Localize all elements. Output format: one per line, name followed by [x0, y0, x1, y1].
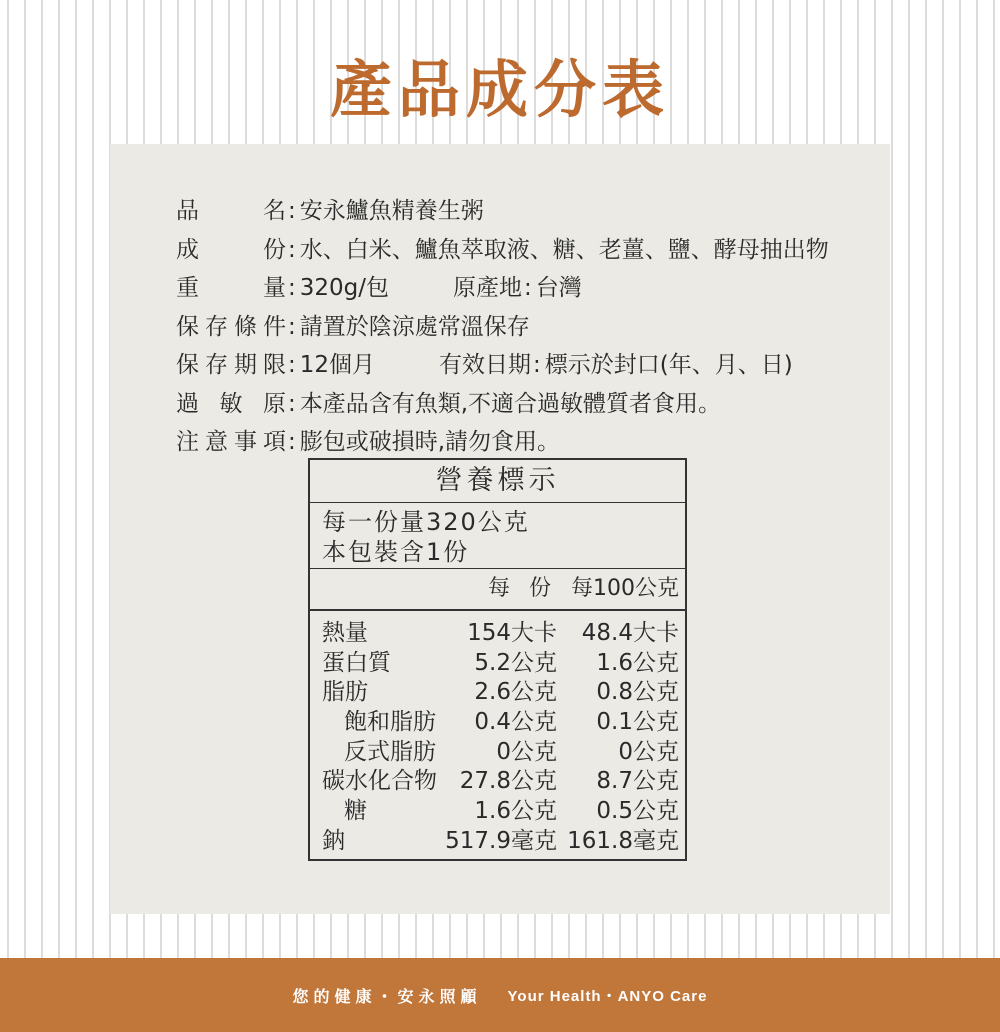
footer-slogan-en: Your Health・ANYO Care: [507, 987, 708, 1005]
info-label-char: 量: [263, 275, 286, 301]
info-value: 水、白米、鱸魚萃取液、糖、老薑、鹽、酵母抽出物: [299, 236, 829, 263]
nutrition-row: [310, 797, 685, 827]
info-label-char: 原: [263, 390, 286, 417]
per-serving-value: 27.8公克: [459, 768, 557, 795]
per-100g-value: 0公克: [618, 738, 679, 765]
info-row: [176, 308, 829, 347]
info-colon: :: [288, 198, 296, 224]
nutrient-name: 糖: [344, 798, 367, 825]
info-label-char: 存: [205, 352, 228, 378]
per-100g-value: 0.5公克: [596, 798, 679, 825]
per-serving-value: 154大卡: [467, 620, 557, 646]
info-label-char: 重: [176, 275, 199, 301]
per-100g-value: 48.4大卡: [581, 620, 679, 646]
info-label-char: 存: [205, 313, 228, 340]
info-label-char: 敏: [219, 390, 243, 417]
info-colon: :: [288, 236, 296, 263]
info-label-char: 項: [263, 429, 286, 455]
per-serving-value: 0.4公克: [474, 709, 557, 736]
info-extra-label: 有效日期: [439, 352, 532, 378]
info-label-char: 成: [176, 236, 199, 263]
per-serving-value: 2.6公克: [474, 679, 557, 706]
serving-size: 每一份量320公克: [322, 508, 530, 536]
info-row: [176, 385, 829, 424]
info-label-char: 限: [263, 352, 286, 378]
per-100g-value: 161.8毫克: [567, 827, 679, 854]
nutrient-name: 脂肪: [322, 679, 368, 706]
info-row: [176, 346, 829, 385]
info-label-char: 事: [234, 429, 257, 455]
info-label: [176, 385, 286, 424]
info-value: 請置於陰涼處常溫保存: [299, 313, 530, 340]
info-value: 本產品含有魚類,不適合過敏體質者食用。: [299, 390, 722, 417]
per-serving-value: 517.9毫克: [445, 827, 557, 854]
serving-info: [310, 503, 685, 569]
info-label-char: 過: [176, 390, 199, 417]
info-label-char: 期: [234, 352, 257, 378]
info-label: [176, 269, 286, 308]
nutrition-header: [310, 569, 685, 611]
info-row: [176, 231, 829, 270]
info-colon: :: [524, 275, 532, 301]
info-label: [176, 423, 286, 462]
nutrition-row: [310, 619, 685, 649]
info-extra-value: 台灣: [535, 275, 582, 301]
info-label: [176, 231, 286, 270]
info-row: [176, 423, 829, 462]
info-row: [176, 269, 829, 308]
page-title: 產品成分表: [329, 53, 670, 126]
info-value: 320g/包: [299, 275, 389, 301]
info-gap: [375, 346, 439, 385]
info-label-char: 意: [205, 429, 228, 455]
info-gap: [389, 269, 453, 308]
per-serving-value: 1.6公克: [474, 798, 557, 825]
per-100g-header: 每100公克: [571, 576, 679, 601]
info-colon: :: [288, 390, 296, 417]
info-label-char: 件: [263, 313, 286, 340]
nutrient-name: 熱量: [322, 620, 368, 646]
info-value: 安永鱸魚精養生粥: [299, 198, 484, 224]
info-colon: :: [533, 352, 541, 378]
info-colon: :: [288, 429, 296, 455]
info-label-char: 保: [176, 352, 199, 378]
info-extra-value: 標示於封口(年、月、日): [544, 352, 793, 378]
nutrition-table: [308, 458, 687, 861]
nutrition-row: [310, 738, 685, 768]
info-label-char: 名: [263, 198, 286, 224]
info-colon: :: [288, 352, 296, 378]
per-100g-value: 8.7公克: [596, 768, 679, 795]
info-row: [176, 192, 829, 231]
info-label-char: 份: [263, 236, 286, 263]
info-label-char: 條: [234, 313, 257, 340]
info-label: [176, 308, 286, 347]
nutrition-row: [310, 678, 685, 708]
nutrition-row: [310, 708, 685, 738]
info-label: [176, 192, 286, 231]
nutrient-name: 飽和脂肪: [344, 709, 436, 736]
footer-slogan-cn: 您的健康・安永照顧: [292, 986, 482, 1006]
nutrient-name: 反式脂肪: [344, 738, 436, 765]
info-extra-label: 原產地: [453, 275, 522, 301]
nutrient-name: 蛋白質: [322, 649, 391, 676]
nutrition-row: [310, 827, 685, 857]
per-100g-value: 1.6公克: [596, 649, 679, 676]
footer-bar: [0, 958, 1000, 1032]
nutrition-title: 營養標示: [310, 460, 685, 503]
info-label-char: 保: [176, 313, 199, 340]
info-label: [176, 346, 286, 385]
per-100g-value: 0.8公克: [596, 679, 679, 706]
info-colon: :: [288, 275, 296, 301]
info-label-char: 品: [176, 198, 199, 224]
nutrient-name: 碳水化合物: [322, 768, 437, 795]
nutrient-name: 鈉: [322, 827, 345, 854]
per-serving-header: 每 份: [488, 576, 557, 601]
nutrition-row: [310, 649, 685, 679]
nutrition-rows: [310, 611, 685, 857]
product-info-list: [176, 192, 829, 462]
info-colon: :: [288, 313, 296, 340]
per-100g-value: 0.1公克: [596, 709, 679, 736]
info-value: 12個月: [299, 352, 376, 378]
info-label-char: 注: [176, 429, 199, 455]
servings-per-package: 本包裝含1份: [322, 538, 470, 566]
info-value: 膨包或破損時,請勿食用。: [299, 429, 561, 455]
nutrition-row: [310, 767, 685, 797]
per-serving-value: 0公克: [496, 738, 557, 765]
per-serving-value: 5.2公克: [474, 649, 557, 676]
